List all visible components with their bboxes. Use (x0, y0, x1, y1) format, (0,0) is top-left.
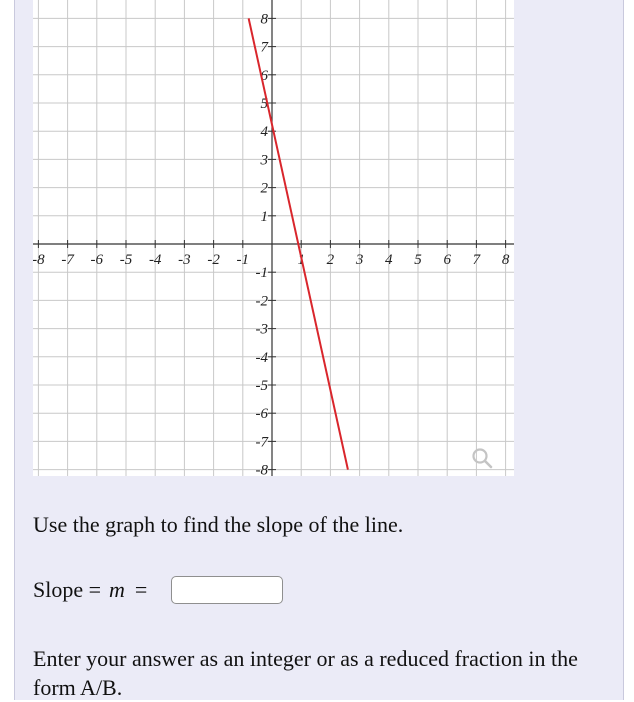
x-tick-label: 7 (472, 252, 481, 268)
slope-label: Slope = (33, 577, 102, 602)
y-tick-label: 1 (260, 208, 268, 225)
x-tick-label: 1 (297, 252, 305, 268)
x-tick-label: 5 (414, 252, 422, 268)
equals-sign: = (134, 577, 148, 602)
slope-answer-row (33, 572, 283, 608)
question-panel (14, 0, 624, 700)
x-tick-label: -7 (61, 252, 74, 268)
coordinate-graph (33, 0, 514, 476)
x-tick-label: -4 (148, 252, 162, 268)
y-tick-label: -5 (255, 378, 268, 394)
y-tick-label: 6 (260, 67, 268, 84)
x-tick-label: -5 (119, 252, 133, 268)
y-tick-label: -8 (255, 462, 268, 476)
x-tick-label: 4 (385, 252, 393, 268)
y-tick-label: -7 (255, 434, 268, 451)
x-tick-label: -8 (33, 252, 45, 268)
y-tick-label: -1 (255, 265, 268, 282)
x-tick-label: -2 (207, 252, 220, 268)
y-tick-label: 4 (260, 124, 268, 141)
answer-instructions: Enter your answer as an integer or as a reduced fraction in the form A/B. (33, 646, 578, 700)
axes (33, 0, 514, 476)
x-tick-label: -6 (90, 252, 104, 268)
x-tick-label: 2 (326, 252, 335, 268)
y-tick-label: -6 (255, 406, 268, 423)
y-tick-label: -2 (255, 293, 268, 310)
y-tick-label: 2 (260, 180, 268, 197)
x-tick-label: 6 (443, 252, 451, 268)
slope-variable: m (109, 577, 125, 602)
y-tick-label: 8 (260, 11, 268, 28)
y-tick-label: 5 (260, 96, 268, 112)
y-tick-label: 3 (260, 152, 268, 169)
question-prompt: Use the graph to find the slope of the line. (33, 512, 404, 537)
x-tick-label: -3 (178, 252, 191, 268)
grid-lines (33, 0, 514, 476)
x-tick-label: -1 (236, 252, 250, 268)
y-tick-label: 7 (260, 39, 268, 56)
x-tick-label: 8 (501, 252, 510, 268)
graph-area (33, 0, 514, 476)
slope-answer-input[interactable] (171, 576, 283, 604)
y-tick-label: -4 (255, 349, 268, 366)
y-tick-label: -3 (255, 321, 268, 338)
x-tick-label: 3 (355, 252, 364, 268)
